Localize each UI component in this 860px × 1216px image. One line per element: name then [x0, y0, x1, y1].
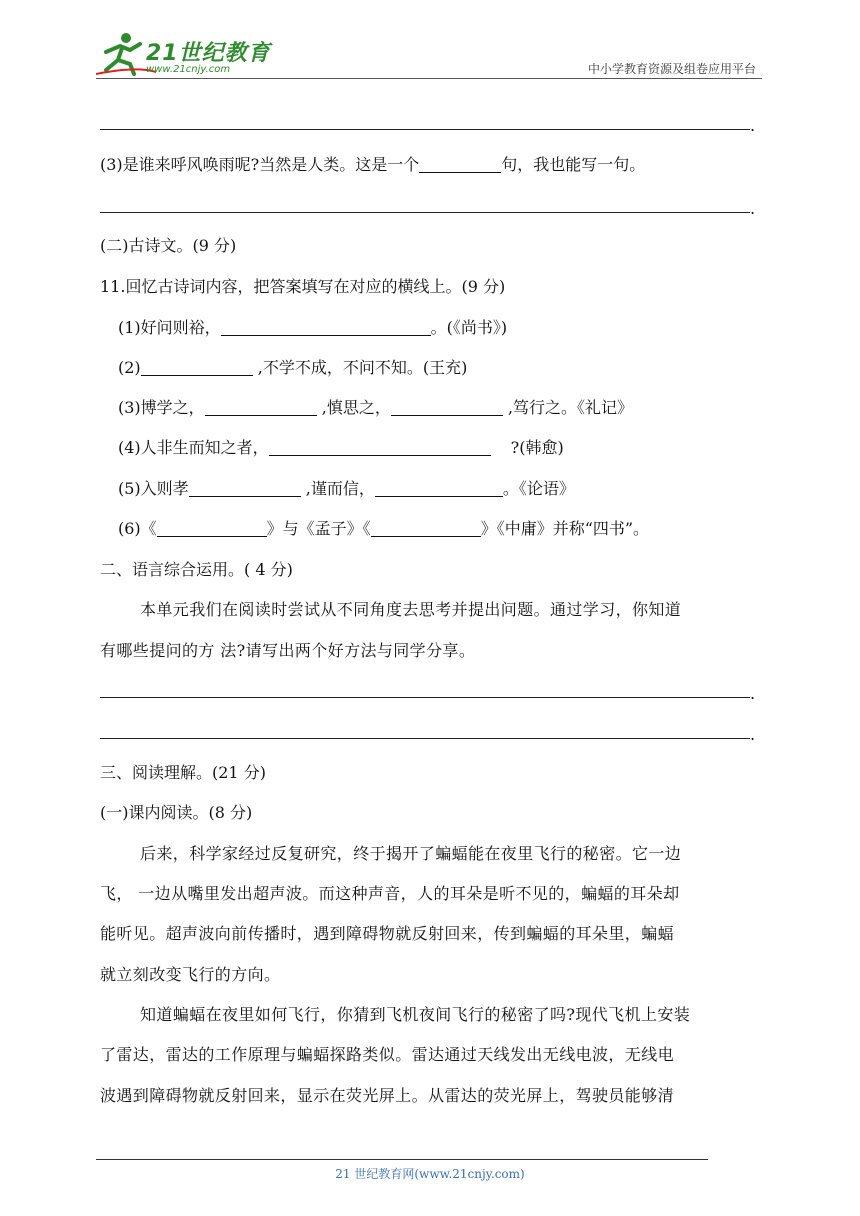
text: ,不学不成，不问不知。(王充): [252, 358, 468, 377]
logo-url: www.21cnjy.com: [146, 64, 231, 75]
text: ?(韩愈): [510, 438, 564, 457]
section-2-prompt-line-1: 本单元我们在阅读时尝试从不同角度去思考并提出问题。通过学习，你知道: [140, 600, 682, 619]
platform-title: 中小学教育资源及组卷应用平台: [587, 62, 756, 76]
section-poem-heading: (二)古诗文。(9 分): [100, 236, 237, 255]
period: .: [750, 684, 756, 703]
text: (6)《: [118, 519, 157, 538]
section-2-heading: 二、语言综合运用。( 4 分): [100, 560, 293, 579]
answer-line[interactable]: [100, 697, 750, 698]
passage-line: 能听见。超声波向前传播时，遇到障碍物就反射回来，传到蝙蝠的耳朵里，蝙蝠: [100, 924, 675, 943]
poem-item-1: [118, 318, 507, 338]
section-2-prompt-line-2: 有哪些提问的方 法?请写出两个好方法与同学分享。: [100, 641, 476, 660]
period: .: [750, 725, 756, 744]
section-3-subheading: (一)课内阅读。(8 分): [100, 803, 253, 822]
text: (1)好问则裕，: [118, 318, 221, 337]
poem-item-6: [118, 519, 649, 539]
text: ,谨而信，: [300, 479, 375, 498]
text: ,慎思之，: [316, 398, 391, 417]
text: (2): [118, 358, 141, 377]
fill-blank[interactable]: [189, 480, 301, 497]
poem-item-3: [118, 398, 633, 418]
poem-item-4: [118, 438, 564, 458]
answer-line[interactable]: [100, 738, 750, 739]
question-11: 11.回忆古诗词内容，把答案填写在对应的横线上。(9 分): [100, 277, 506, 296]
q10-item-3-prefix: (3)是谁来呼风唤雨呢?当然是人类。这是一个: [100, 155, 420, 174]
header-divider: [96, 78, 762, 79]
text: 。《论语》: [502, 479, 575, 498]
period: .: [750, 199, 756, 218]
text: (5)入则孝: [118, 479, 189, 498]
logo-text: 21世纪教育: [146, 41, 271, 66]
fill-blank[interactable]: [141, 359, 253, 376]
text: 。(《尚书》): [430, 318, 508, 337]
text: 》《中庸》并称“四书”。: [480, 519, 650, 538]
passage-line: 后来，科学家经过反复研究，终于揭开了蝙蝠能在夜里飞行的秘密。它一边: [140, 844, 682, 863]
fill-blank[interactable]: [157, 520, 267, 537]
poem-item-2: [118, 358, 467, 378]
text: (4)人非生而知之者，: [118, 438, 269, 457]
fill-blank[interactable]: [375, 480, 503, 497]
fill-blank[interactable]: [371, 520, 481, 537]
section-3-heading: 三、阅读理解。(21 分): [100, 763, 266, 782]
fill-blank[interactable]: [221, 319, 431, 336]
poem-item-5: [118, 479, 575, 499]
fill-blank[interactable]: [391, 399, 503, 416]
fill-blank[interactable]: [205, 399, 317, 416]
q10-item-3-suffix: 句，我也能写一句。: [501, 155, 646, 174]
passage-line: 了雷达，雷达的工作原理与蝙蝠探路类似。雷达通过天线发出无线电波，无线电: [100, 1045, 675, 1064]
text: 》与《孟子》《: [266, 519, 371, 538]
answer-line[interactable]: [100, 212, 750, 213]
passage-line: 就立刻改变飞行的方向。: [100, 965, 281, 984]
answer-line[interactable]: [100, 129, 750, 130]
text: (3)博学之，: [118, 398, 205, 417]
passage-line: 飞， 一边从嘴里发出超声波。而这种声音，人的耳朵是听不见的，蝙蝠的耳朵却: [100, 884, 680, 903]
period: .: [750, 116, 756, 135]
fill-blank[interactable]: [269, 439, 491, 456]
fill-blank[interactable]: [419, 156, 501, 173]
text: ,笃行之。《礼记》: [502, 398, 634, 417]
footer-link[interactable]: 21 世纪教育网(www.21cnjy.com): [335, 1167, 525, 1181]
passage-line: 知道蝙蝠在夜里如何飞行，你猜到飞机夜间飞行的秘密了吗?现代飞机上安装: [140, 1005, 691, 1024]
passage-line: 波遇到障碍物就反射回来，显示在荧光屏上。从雷达的荧光屏上，驾驶员能够清: [100, 1086, 675, 1105]
footer-divider: [96, 1159, 708, 1160]
q10-item-3: [100, 155, 645, 175]
